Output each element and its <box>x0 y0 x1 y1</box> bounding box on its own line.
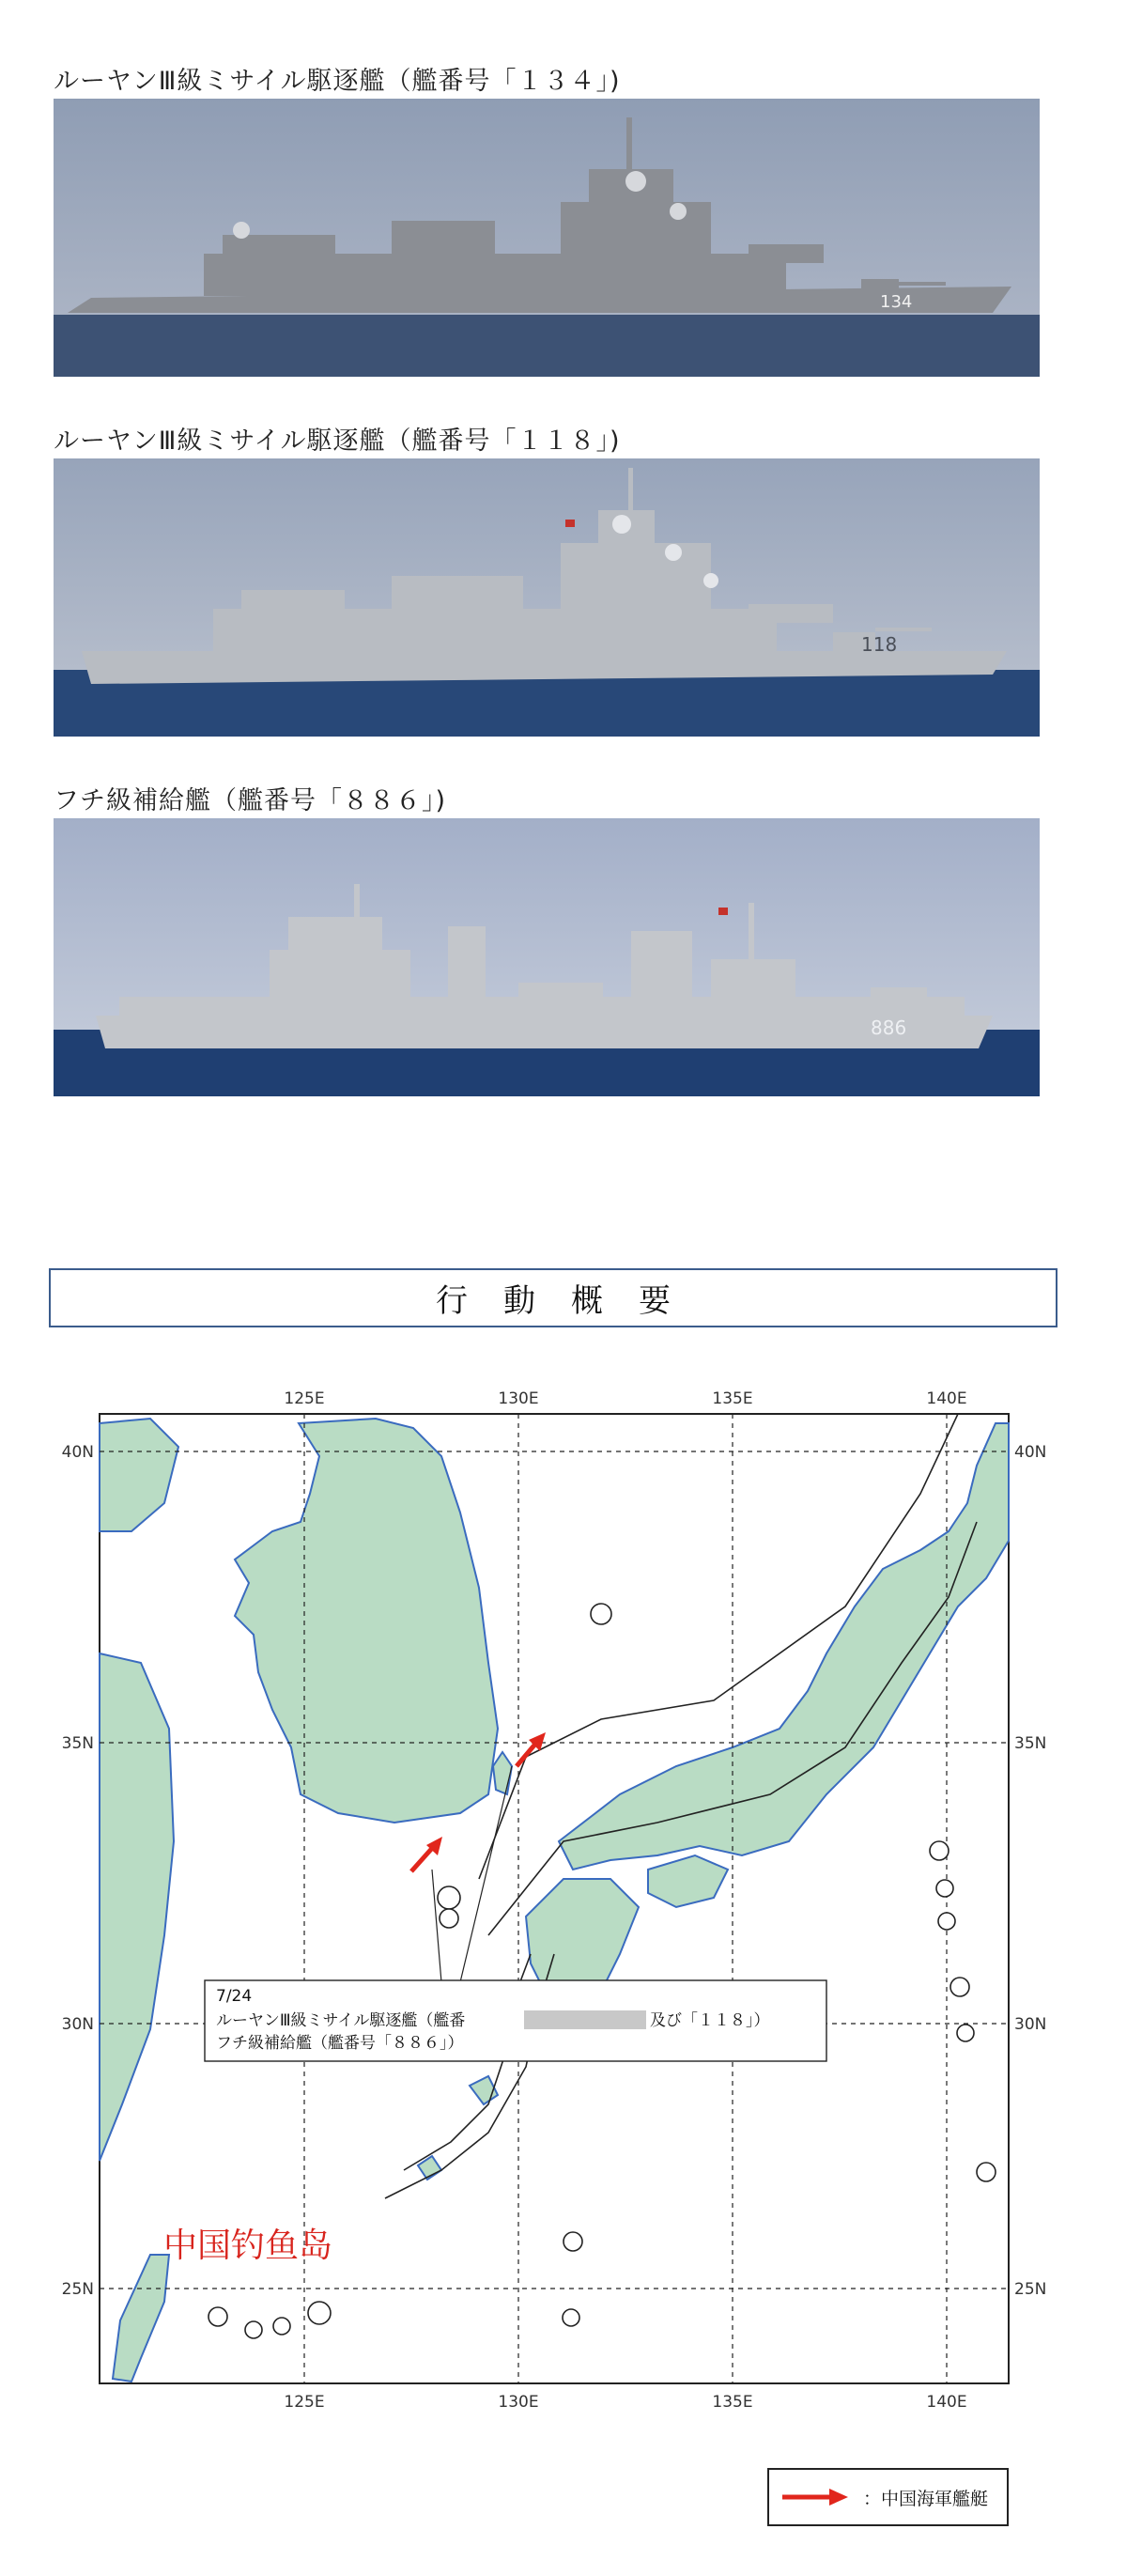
callout-date: 7/24 <box>216 1987 253 2006</box>
lat-label-40-right: 40N <box>1014 1443 1047 1462</box>
lon-label-130-bottom: 130E <box>498 2393 539 2412</box>
callout-line1-left: ルーヤンⅢ級ミサイル駆逐艦（艦番 <box>216 2011 466 2030</box>
svg-text:134: 134 <box>880 292 913 312</box>
lon-labels-bottom <box>284 2393 966 2412</box>
ship-photo-134 <box>54 99 1040 377</box>
diaoyu-label: 中国钓鱼岛 <box>163 2227 333 2265</box>
hull-number-134 <box>880 292 912 312</box>
photo-caption-118: ルーヤンⅢ級ミサイル駆逐艦（艦番号「１１８」) <box>54 427 621 456</box>
callout-redaction <box>524 2010 646 2029</box>
lon-label-140-bottom: 140E <box>926 2393 967 2412</box>
legend-label: ：中国海軍艦艇 <box>863 2488 989 2509</box>
lat-label-30-right: 30N <box>1014 2015 1047 2034</box>
summary-box <box>49 1268 1058 1327</box>
lon-label-125-top: 125E <box>284 1389 325 1408</box>
lat-label-25-right: 25N <box>1014 2280 1047 2299</box>
lat-labels-left <box>62 1443 94 2299</box>
lon-label-125-bottom: 125E <box>284 2393 325 2412</box>
svg-text:886: 886 <box>871 1016 907 1039</box>
lat-label-40-left: 40N <box>61 1443 94 1462</box>
lon-labels-top <box>284 1389 966 1408</box>
lon-label-140-top: 140E <box>926 1389 967 1408</box>
photo-caption-886: フチ級補給艦（艦番号「８８６」) <box>54 786 447 815</box>
lat-label-35-right: 35N <box>1014 1734 1047 1753</box>
map-legend <box>767 2468 1009 2526</box>
activity-map <box>0 1353 1127 2414</box>
hull-number-886 <box>871 1016 906 1039</box>
svg-text:118: 118 <box>861 633 898 656</box>
lon-label-130-top: 130E <box>498 1389 539 1408</box>
lon-label-135-bottom: 135E <box>712 2393 753 2412</box>
red-arrow-icon <box>780 2486 850 2508</box>
callout-line1-right: 及び「１１８」） <box>650 2011 770 2030</box>
ship-photo-886 <box>54 818 1040 1096</box>
lon-label-135-top: 135E <box>712 1389 753 1408</box>
lat-label-30-left: 30N <box>61 2015 94 2034</box>
lat-label-35-left: 35N <box>61 1734 94 1753</box>
lat-labels-right <box>1014 1443 1046 2299</box>
ship-photo-118 <box>54 458 1040 737</box>
lat-label-25-left: 25N <box>61 2280 94 2299</box>
callout-line2: フチ級補給艦（艦番号「８８６」） <box>216 2034 464 2053</box>
photo-caption-134: ルーヤンⅢ級ミサイル駆逐艦（艦番号「１３４」) <box>54 67 621 96</box>
hull-number-118 <box>861 633 897 656</box>
summary-title: 行動概要 <box>436 1282 706 1320</box>
event-callout <box>205 1980 826 2061</box>
